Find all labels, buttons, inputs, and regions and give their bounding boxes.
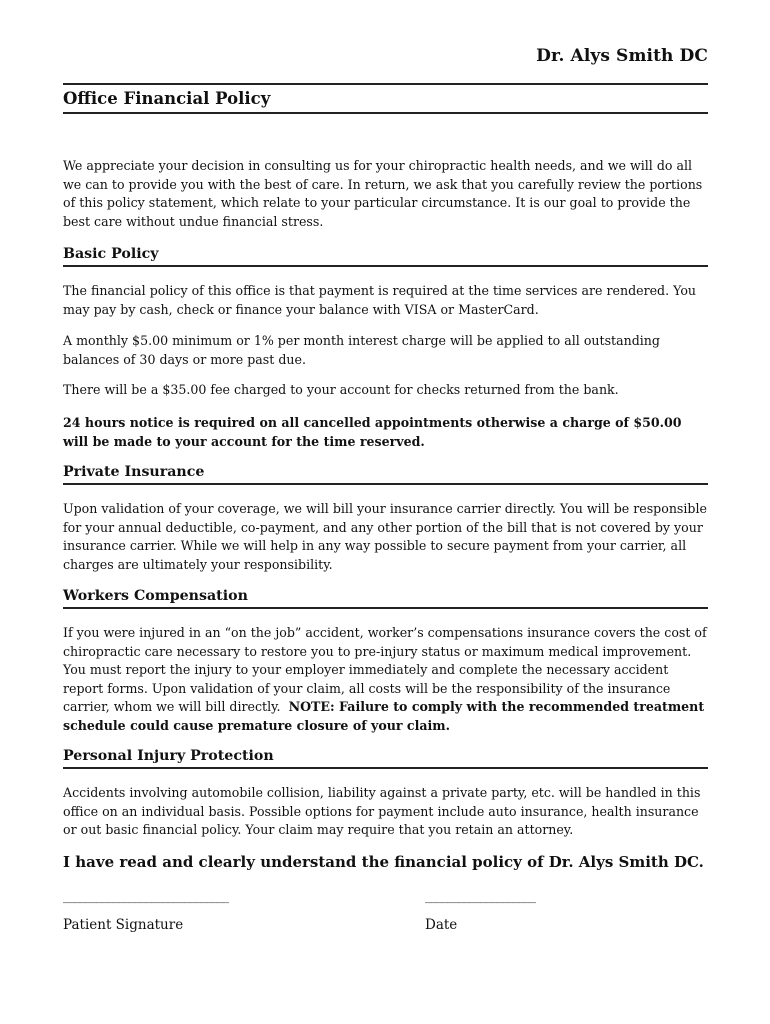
basic-policy-heading: Basic Policy: [63, 246, 708, 267]
doctor-name: Dr. Alys Smith DC: [536, 46, 708, 66]
basic-policy-payment-paragraph: The financial policy of this office is that payment is required at the time services are rendered. You may pay by cash, check or finance your balance with VISA or MasterCard.: [63, 283, 697, 317]
date-label: Date: [425, 917, 458, 933]
pip-paragraph: Accidents involving automobile collision, liability against a private party, etc. will be handled in this office on an individual basis. Possible options for payment include auto insurance, health insurance or out basic financial policy. Your claim may require that you retain an attorney.: [63, 785, 701, 838]
private-insurance-paragraph: Upon validation of your coverage, we will bill your insurance carrier directly. You will be responsible for your annual deductible, co-payment, and any other portion of the bill that is not covered by your insurance carrier. While we will help in any way possible to secure payment from your carrier, all charges are ultimately your responsibility.: [63, 501, 707, 572]
patient-signature-label: Patient Signature: [63, 917, 184, 933]
acknowledgement-statement: I have read and clearly understand the financial policy of Dr. Alys Smith DC.: [63, 853, 704, 871]
workers-comp-paragraph: [63, 624, 708, 736]
intro-paragraph: We appreciate your decision in consulting us for your chiropractic health needs, and we will do all we can to provide you with the best of care. In return, we ask that you carefully review the portions of this policy statement, which relate to your particular circumstance. It is our goal to provide the best care without undue financial stress.: [63, 158, 703, 229]
title-rule-top: [63, 83, 708, 85]
workers-comp-heading: Workers Compensation: [63, 588, 708, 609]
basic-policy-interest-paragraph: A monthly $5.00 minimum or 1% per month interest charge will be applied to all outstanding balances of 30 days or more past due.: [63, 333, 660, 367]
workers-comp-note: NOTE: Failure to comply with the recommended treatment schedule could cause premature closure of your claim.: [63, 699, 705, 733]
patient-signature-line[interactable]: ______________________________: [63, 889, 228, 904]
basic-policy-returned-check-paragraph: There will be a $35.00 fee charged to your account for checks returned from the bank.: [63, 382, 619, 397]
date-line[interactable]: ____________________: [425, 889, 535, 904]
title-rule-bottom: [63, 112, 708, 114]
workers-comp-text: If you were injured in an “on the job” accident, worker’s compensations insurance covers the cost of chiropractic care necessary to restore you to pre-injury status or maximum medical improvement. You must report the injury to your employer immediately and complete the necessary accident report forms. Upon validation of your claim, all costs will be the responsibility of the insurance carrier, whom we will bill directly.: [63, 625, 707, 715]
pip-heading: Personal Injury Protection: [63, 748, 708, 769]
cancellation-notice: 24 hours notice is required on all cancelled appointments otherwise a charge of $50.00 will be made to your account for the time reserved.: [63, 415, 682, 449]
private-insurance-heading: Private Insurance: [63, 464, 708, 485]
page-title: Office Financial Policy: [63, 89, 271, 108]
